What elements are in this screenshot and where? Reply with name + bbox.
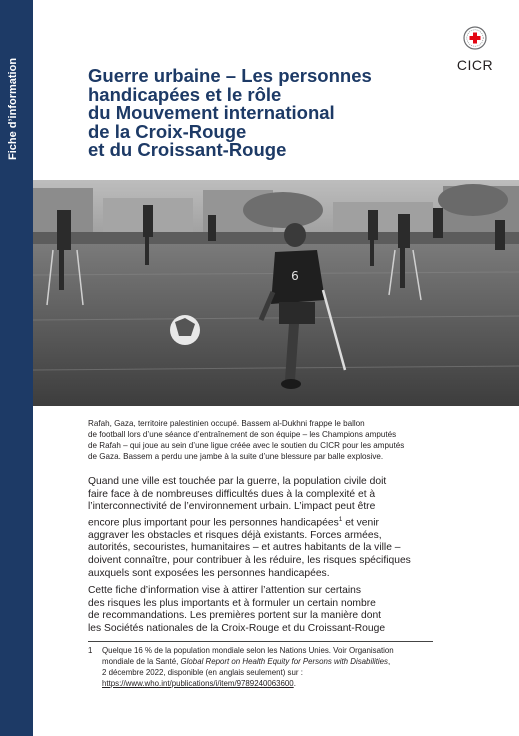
report-title: Global Report on Health Equity for Persons with Disabilities — [180, 657, 388, 666]
footnote-line: 2 décembre 2022, disponible (en anglais seulement) sur : — [102, 668, 303, 677]
paragraph-line: encore plus important pour les personnes handicapées — [88, 517, 339, 529]
title-line: et du Croissant-Rouge — [88, 139, 287, 160]
footnote-reference[interactable]: 1 — [338, 515, 343, 523]
who-report-link[interactable]: https://www.who.int/publications/i/item/9789240063600 — [102, 679, 294, 688]
svg-text:6: 6 — [291, 269, 299, 283]
paragraph-line: aggraver les obstacles et risques déjà existants. Forces armées, — [88, 529, 382, 541]
document-type-label: Fiche d’information — [7, 57, 19, 160]
footnote-text — [102, 645, 502, 689]
footnote-punct: , — [387, 657, 391, 666]
purpose-paragraph — [88, 585, 502, 635]
photo-illustration — [33, 180, 519, 406]
icrc-logo — [453, 26, 497, 73]
sidebar-band — [0, 0, 33, 736]
photo-caption — [88, 418, 498, 462]
footnote-line: Quelque 16 % de la population mondiale selon les Nations Unies. Voir Organisation — [102, 646, 394, 655]
title-line: du Mouvement international — [88, 102, 335, 123]
caption-line: de Rafah – qui joue au sein d’une ligue créée avec le soutien du CICR pour les amputés — [88, 441, 405, 450]
amputee-football-photo — [33, 180, 519, 406]
footnote-number: 1 — [88, 646, 93, 655]
footnote-punct: . — [293, 679, 296, 688]
logo-wordmark: CICR — [456, 57, 494, 73]
page-title — [88, 67, 448, 160]
intro-paragraph — [88, 476, 502, 580]
paragraph-line: et venir — [342, 517, 379, 529]
paragraph-line: l’interconnectivité de l’environnement urbain. L’impact peut être — [88, 501, 376, 513]
paragraph-line: autorités, secouristes, humanitaires – et autres habitants de la ville – — [88, 542, 401, 554]
title-line: Guerre urbaine – Les personnes — [88, 65, 372, 86]
red-cross-emblem-icon — [463, 26, 487, 50]
footnote-line: mondiale de la Santé, — [102, 657, 181, 666]
paragraph-line: de recommandations. Les premières portent sur la manière dont — [88, 610, 382, 622]
title-line: de la Croix-Rouge — [88, 120, 247, 142]
paragraph-line: des risques les plus importants et à formuler un certain nombre — [88, 597, 376, 609]
caption-line: de Gaza. Bassem a perdu une jambe à la suite d’une blessure par balle explosive. — [88, 452, 384, 461]
paragraph-line: Cette fiche d’information vise à attirer l’attention sur certains — [88, 585, 361, 596]
caption-line: Rafah, Gaza, territoire palestinien occupé. Bassem al-Dukhni frappe le ballon — [88, 419, 365, 428]
paragraph-line: auxquels sont exposées les personnes handicapées. — [88, 567, 330, 579]
paragraph-line: doivent connaître, pour contribuer à les réduire, les risques spécifiques — [88, 554, 411, 566]
paragraph-line: Quand une ville est touchée par la guerre, la population civile doit — [88, 476, 387, 487]
title-line: handicapées et le rôle — [88, 83, 282, 105]
paragraph-line: les Sociétés nationales de la Croix-Rouge et du Croissant-Rouge — [88, 622, 386, 634]
paragraph-line: faire face à de nombreuses difficultés dues à la complexité et à — [88, 488, 376, 500]
caption-line: de football lors d’une séance d’entraînement de son équipe – les Champions amputés — [88, 430, 397, 439]
footnote-divider — [88, 641, 433, 642]
